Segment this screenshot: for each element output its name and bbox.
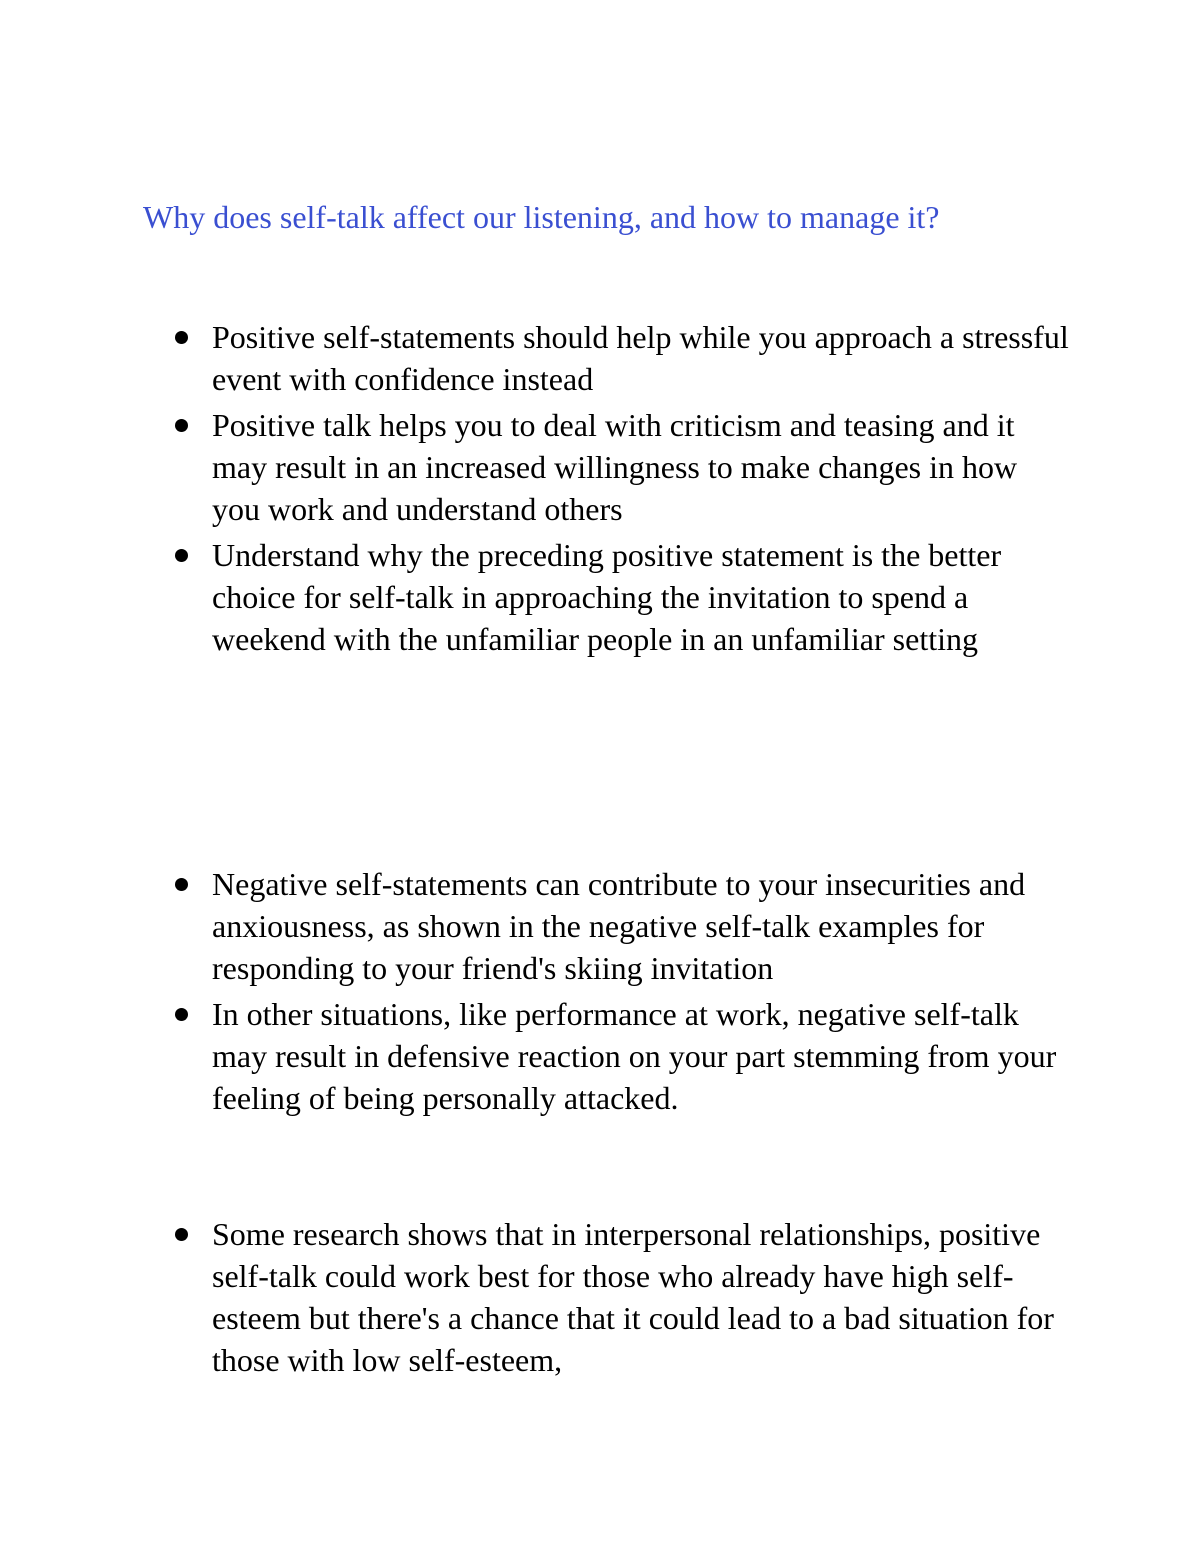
list-item-text: Positive self-statements should help while you approach a stressful event with confidence instead — [212, 319, 1069, 397]
list-item-text: Positive talk helps you to deal with criticism and teasing and it may result in an increased willingness to make changes in how you work and understand others — [212, 407, 1018, 527]
bullet-icon — [175, 419, 188, 432]
document-heading: Why does self-talk affect our listening, and how to manage it? — [143, 199, 940, 235]
bullet-icon — [175, 878, 188, 891]
list-item — [0, 404, 1072, 530]
list-item — [0, 993, 1072, 1119]
list-item-text: In other situations, like performance at work, negative self-talk may result in defensive reaction on your part stemming from your feeling of being personally attacked. — [212, 996, 1057, 1116]
list-item — [0, 1213, 1072, 1381]
list-item-text: Negative self-statements can contribute to your insecurities and anxiousness, as shown in the negative self-talk examples for responding to your friend's skiing invitation — [212, 866, 1026, 986]
list-item-text: Understand why the preceding positive statement is the better choice for self-talk in approaching the invitation to spend a weekend with the unfamiliar people in an unfamiliar setting — [212, 537, 1002, 657]
bullet-list-positive — [0, 316, 1072, 664]
bullet-list-research — [0, 1213, 1072, 1385]
list-item — [0, 534, 1072, 660]
list-item — [0, 316, 1072, 400]
bullet-icon — [175, 331, 188, 344]
bullet-icon — [175, 549, 188, 562]
list-item — [0, 863, 1072, 989]
bullet-icon — [175, 1008, 188, 1021]
bullet-list-negative — [0, 863, 1072, 1123]
bullet-icon — [175, 1228, 188, 1241]
list-item-text: Some research shows that in interpersonal relationships, positive self-talk could work best for those who already have high self-esteem but there's a chance that it could lead to a bad situation for those with low self-esteem, — [212, 1216, 1054, 1378]
